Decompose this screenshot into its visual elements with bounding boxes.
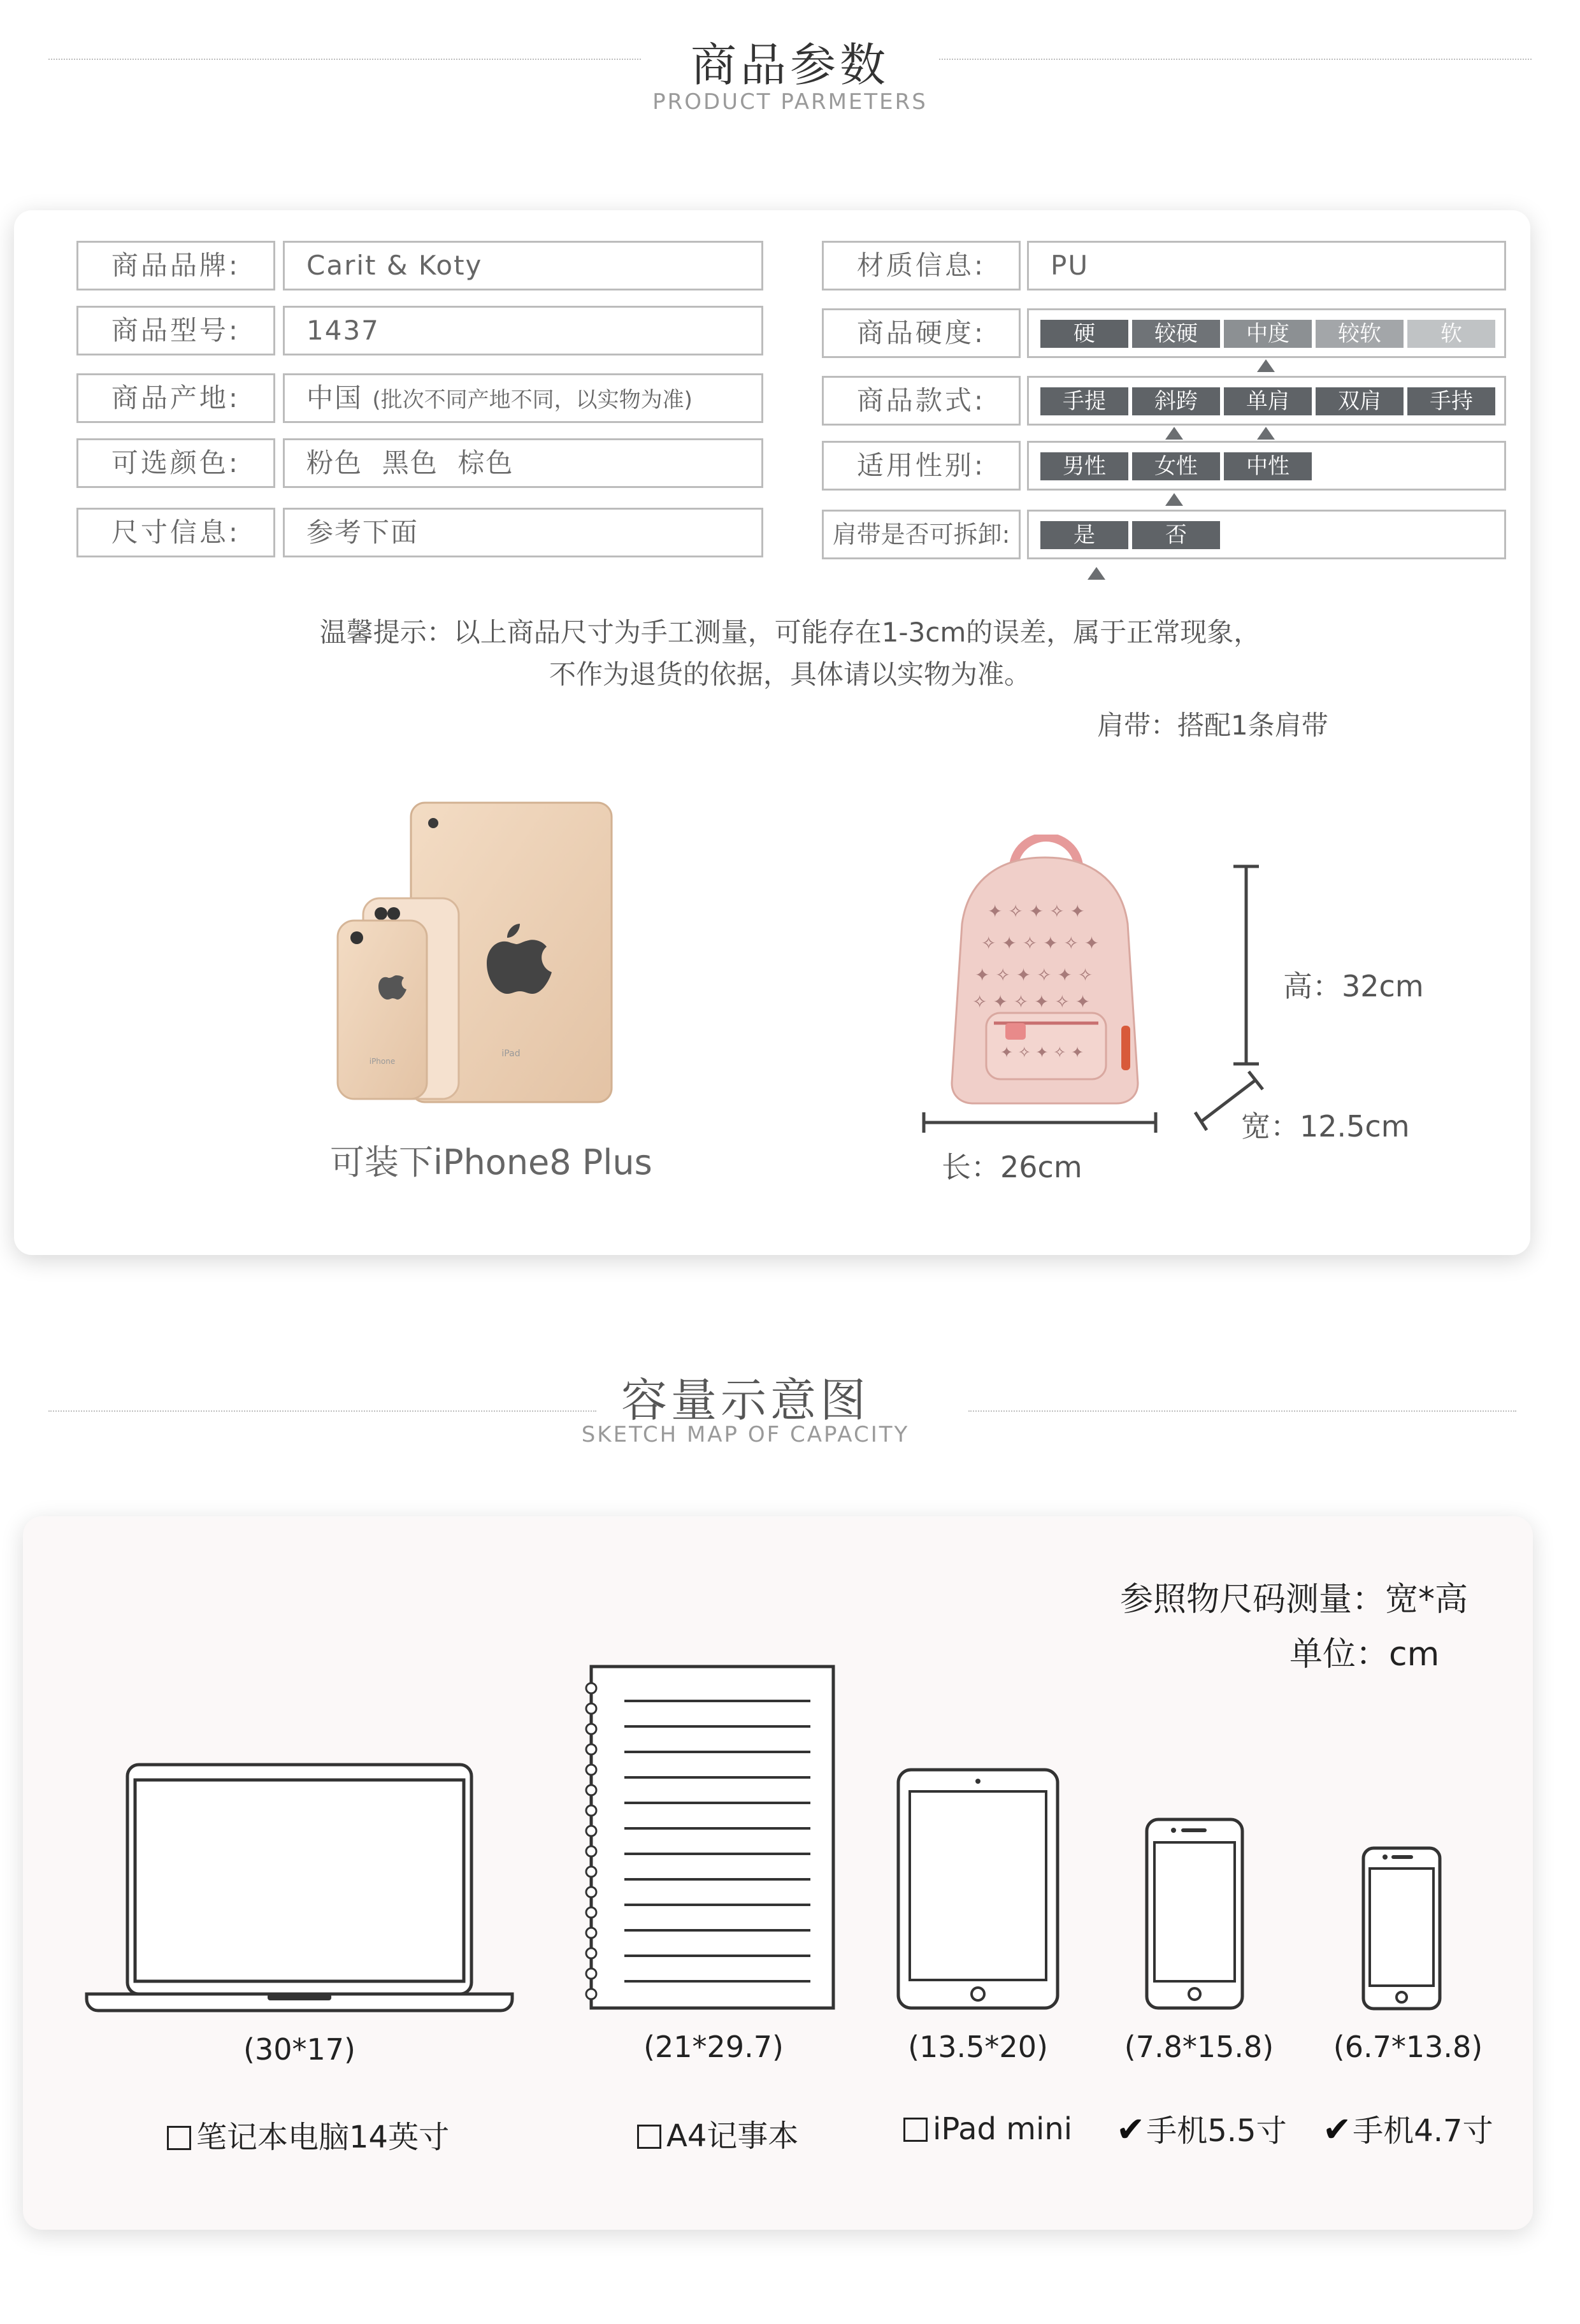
capacity-item-ipad-mini — [903, 2111, 1072, 2147]
reference-unit: 单位：cm — [1289, 1635, 1440, 1674]
svg-text:✧ ✦ ✧ ✦ ✧ ✦: ✧ ✦ ✧ ✦ ✧ ✦ — [981, 933, 1100, 954]
capacity-label-laptop: 笔记本电脑14英寸 — [196, 2120, 450, 2155]
notice-line2: 不作为退货的依据，具体请以实物为准。 — [549, 659, 1031, 690]
label-material: 材质信息: — [822, 241, 1021, 290]
section-title-params: 商品参数 — [690, 38, 889, 92]
hardness-scale — [1027, 308, 1506, 358]
reference-measure: 参照物尺码测量：宽*高 — [1120, 1581, 1469, 1619]
hardness-hard: 硬 — [1040, 320, 1128, 348]
strap-note: 肩带：搭配1条肩带 — [1097, 710, 1328, 741]
style-selected-marker-1 — [1165, 427, 1183, 440]
dimension-width: 宽：12.5cm — [1241, 1109, 1410, 1144]
gender-unisex: 中性 — [1224, 452, 1312, 480]
section-subtitle-params: PRODUCT PARMETERS — [652, 89, 928, 115]
fit-caption: 可装下iPhone8 Plus — [330, 1142, 652, 1182]
style-options — [1027, 376, 1506, 426]
strap-selected-marker — [1088, 567, 1105, 580]
size-ipad-mini: (13.5*20) — [908, 2030, 1048, 2064]
size-phone-55: (7.8*15.8) — [1124, 2030, 1274, 2064]
notebook-icon — [573, 1663, 841, 2013]
style-crossbody: 斜跨 — [1132, 387, 1220, 415]
ipad-iphone-image — [331, 796, 631, 1108]
size-laptop: (30*17) — [243, 2032, 356, 2067]
capacity-label-notebook: A4记事本 — [666, 2118, 799, 2154]
capacity-item-laptop — [167, 2112, 449, 2156]
dimension-length: 长：26cm — [942, 1150, 1082, 1184]
value-material: PU — [1027, 241, 1506, 290]
dimension-lines — [911, 860, 1268, 1140]
checkbox-unchecked-icon — [167, 2126, 191, 2150]
value-origin — [283, 373, 763, 423]
hardness-fairly-soft: 较软 — [1316, 320, 1404, 348]
capacity-item-notebook — [637, 2111, 798, 2155]
checkbox-unchecked-icon — [637, 2125, 661, 2149]
label-brand: 商品品牌: — [76, 241, 275, 290]
label-gender: 适用性别: — [822, 441, 1021, 491]
svg-text:✦ ✧ ✦ ✧ ✦: ✦ ✧ ✦ ✧ ✦ — [988, 901, 1085, 922]
gender-options — [1027, 441, 1506, 491]
gender-selected-marker — [1165, 493, 1183, 506]
svg-text:✧ ✦ ✧ ✦ ✧ ✦: ✧ ✦ ✧ ✦ ✧ ✦ — [972, 991, 1091, 1012]
style-shoulder: 单肩 — [1224, 387, 1312, 415]
label-hardness: 商品硬度: — [822, 308, 1021, 358]
strap-options — [1027, 510, 1506, 559]
label-style: 商品款式: — [822, 376, 1021, 426]
style-backpack: 双肩 — [1316, 387, 1404, 415]
value-colors: 粉色 黑色 棕色 — [283, 438, 763, 488]
hardness-fairly-hard: 较硬 — [1132, 320, 1220, 348]
checkmark-icon: ✔ — [1323, 2109, 1352, 2149]
svg-text:✦ ✧ ✦ ✧ ✦ ✧: ✦ ✧ ✦ ✧ ✦ ✧ — [975, 965, 1093, 986]
value-model: 1437 — [283, 306, 763, 355]
section-subtitle-capacity: SKETCH MAP OF CAPACITY — [581, 1422, 910, 1447]
size-notebook: (21*29.7) — [643, 2030, 784, 2064]
svg-text:✦ ✧ ✦ ✧ ✦: ✦ ✧ ✦ ✧ ✦ — [1000, 1044, 1084, 1061]
notice-line1: 温馨提示：以上商品尺寸为手工测量，可能存在1-3cm的误差，属于正常现象， — [319, 617, 1261, 648]
hardness-soft: 软 — [1407, 320, 1495, 348]
laptop-icon — [83, 1758, 516, 2013]
label-model: 商品型号: — [76, 306, 275, 355]
gender-male: 男性 — [1040, 452, 1128, 480]
strap-yes: 是 — [1040, 521, 1128, 549]
label-size: 尺寸信息: — [76, 508, 275, 557]
style-handbag: 手提 — [1040, 387, 1128, 415]
label-colors: 可选颜色: — [76, 438, 275, 488]
svg-text:iPad: iPad — [501, 1049, 521, 1059]
capacity-item-phone-55 — [1116, 2106, 1287, 2150]
strap-no: 否 — [1132, 521, 1220, 549]
style-selected-marker-2 — [1257, 427, 1275, 440]
checkbox-unchecked-icon — [903, 2118, 928, 2142]
checkmark-icon: ✔ — [1116, 2109, 1146, 2149]
label-origin: 商品产地: — [76, 373, 275, 423]
value-brand: Carit & Koty — [283, 241, 763, 290]
size-phone-47: (6.7*13.8) — [1333, 2030, 1483, 2064]
ipad-mini-icon — [892, 1765, 1064, 2013]
value-size: 参考下面 — [283, 508, 763, 557]
gender-female: 女性 — [1132, 452, 1220, 480]
capacity-label-ipad-mini: iPad mini — [933, 2111, 1073, 2147]
origin-note: (批次不同产地不同，以实物为准) — [372, 387, 693, 413]
label-strap: 肩带是否可拆卸: — [822, 510, 1021, 559]
origin-country: 中国 — [306, 382, 363, 413]
svg-text:iPhone: iPhone — [369, 1057, 396, 1066]
phone-47-icon — [1357, 1844, 1446, 2013]
style-clutch: 手持 — [1407, 387, 1495, 415]
hardness-selected-marker — [1257, 359, 1275, 372]
phone-55-icon — [1140, 1816, 1249, 2013]
hardness-medium: 中度 — [1224, 320, 1312, 348]
dimension-height: 高：32cm — [1283, 969, 1424, 1003]
capacity-label-phone-47: 手机4.7寸 — [1353, 2113, 1493, 2149]
capacity-label-phone-55: 手机5.5寸 — [1146, 2113, 1287, 2149]
capacity-item-phone-47 — [1323, 2106, 1493, 2150]
section-title-capacity: 容量示意图 — [621, 1374, 870, 1427]
